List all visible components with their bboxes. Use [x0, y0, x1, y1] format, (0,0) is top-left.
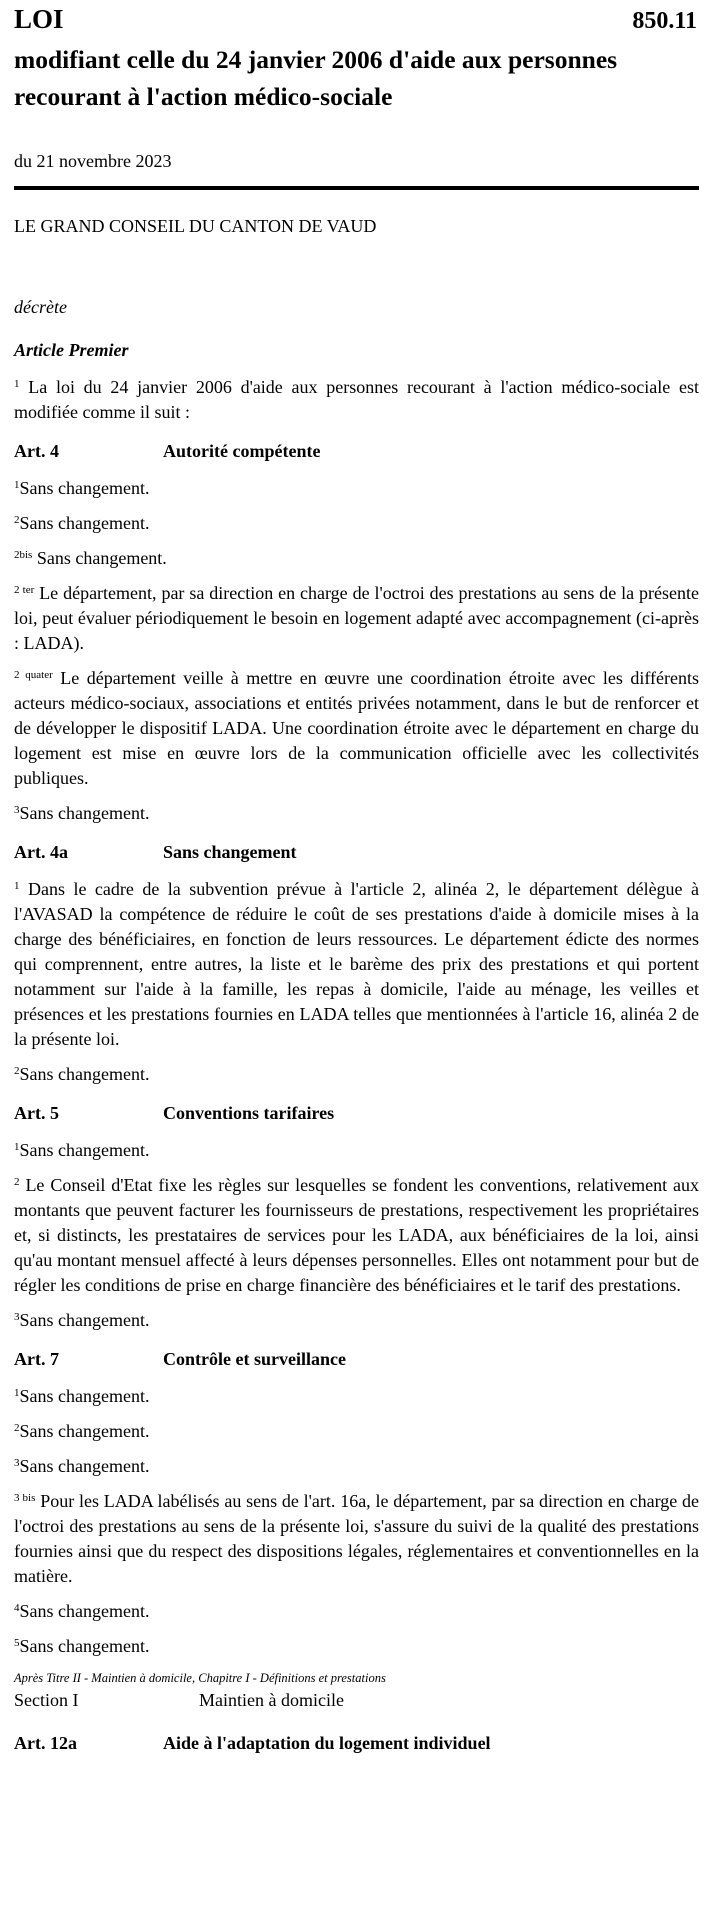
alinea-number: 1: [14, 880, 20, 892]
alinea-number: 3: [14, 1457, 20, 1469]
article-number: Art. 12a: [14, 1733, 77, 1753]
article-paragraph: [14, 1634, 699, 1659]
article-title: Sans changement: [163, 842, 297, 862]
article-paragraph: [14, 801, 699, 826]
alinea-number: 1: [14, 1141, 20, 1153]
alinea-text: Sans changement.: [19, 1064, 150, 1084]
document-header: [14, 0, 699, 35]
alinea-text: Sans changement.: [19, 1421, 150, 1441]
council-name: LE GRAND CONSEIL DU CANTON DE VAUD: [14, 216, 377, 236]
alinea-number: 5: [14, 1637, 20, 1649]
article-paragraph: [14, 1384, 699, 1409]
article-premier-text: [14, 375, 699, 425]
article-title: Conventions tarifaires: [163, 1103, 335, 1123]
header-divider: [14, 186, 699, 190]
alinea-text: Sans changement.: [19, 513, 150, 533]
alinea-number: 3: [14, 804, 20, 816]
article-paragraph: [14, 1489, 699, 1589]
alinea-number: 2 quater: [14, 669, 53, 681]
article-paragraph: [14, 1454, 699, 1479]
alinea-text: Dans le cadre de la subvention prévue à l'article 2, alinéa 2, le département délègue à l'AVASAD la compétence de réduire le coût de ses prestations d'aide à domicile mises à la charge des bénéficiaires, en fonction de leurs ressources. Le département édicte des normes qui comprennent, entre autres, la liste et le barème des prix des prestations et qui portent notamment sur l'aide à la famille, les repas à domicile, l'aide au ménage, les veilles et présences et les prestations fournies en LADA telles que mentionnées à l'article 16, alinéa 2 de la présente loi.: [14, 879, 700, 1049]
alinea-number: 3 bis: [14, 1492, 36, 1504]
section-title: Maintien à domicile: [199, 1690, 344, 1710]
alinea-number: 4: [14, 1602, 20, 1614]
alinea-text: Sans changement.: [19, 478, 150, 498]
article-heading: [14, 842, 699, 863]
document-title: modifiant celle du 24 janvier 2006 d'aide aux personnes recourant à l'action médico-sociale: [14, 45, 618, 111]
article-paragraph: [14, 877, 699, 1052]
article-paragraph: [14, 1599, 699, 1624]
article-paragraph: [14, 666, 699, 791]
section-heading: [14, 1690, 699, 1711]
alinea-number: 2bis: [14, 549, 33, 561]
article-number: Art. 4: [14, 441, 59, 461]
article-paragraph: [14, 1062, 699, 1087]
article-heading: [14, 1349, 699, 1370]
loi-number: 850.11: [632, 8, 697, 34]
alinea-text: Le Conseil d'Etat fixe les règles sur lesquelles se fondent les conventions, relativement aux montants que peuvent facturer les fournisseurs de prestations, respectivement les propriétaires et, si distincts, les prestataires de services pour les LADA, aux bénéficiaires de la loi, ainsi qu'au montant mensuel affecté à leurs dépenses personnelles. Elles ont notamment pour but de régler les conditions de prise en charge financière des bénéficiaires et le tarif des prestations.: [14, 1175, 700, 1295]
document-date: du 21 novembre 2023: [14, 151, 172, 171]
article-paragraph: [14, 546, 699, 571]
alinea-number: 2: [14, 1422, 20, 1434]
article-paragraph: [14, 1138, 699, 1163]
article-paragraph: [14, 511, 699, 536]
article-number: Art. 4a: [14, 842, 68, 862]
article-heading: [14, 1733, 699, 1754]
alinea-text: Le département, par sa direction en charge de l'octroi des prestations au sens de la présente loi, peut évaluer périodiquement le besoin en logement adapté avec accompagnement (ci-après : LADA).: [14, 583, 700, 653]
article-paragraph: [14, 476, 699, 501]
alinea-text: Sans changement.: [19, 1386, 150, 1406]
article-premier-heading: Article Premier: [14, 340, 129, 360]
article-paragraph: [14, 1173, 699, 1298]
alinea-text: Sans changement.: [19, 1601, 150, 1621]
alinea-number: 2 ter: [14, 584, 35, 596]
article-title: Aide à l'adaptation du logement individuel: [163, 1733, 491, 1753]
alinea-number: 1: [14, 479, 20, 491]
alinea-number: 3: [14, 1311, 20, 1323]
article-number: Art. 5: [14, 1103, 59, 1123]
alinea-number: 1: [14, 378, 20, 390]
alinea-text: Sans changement.: [19, 1636, 150, 1656]
alinea-text: Pour les LADA labélisés au sens de l'art. 16a, le département, par sa direction en charge de l'octroi des prestations au sens de la présente loi, s'assure du suivi de la qualité des prestations fournies ainsi que du respect des dispositions légales, réglementaires et conventionnelles en la matière.: [14, 1491, 700, 1586]
alinea-text: La loi du 24 janvier 2006 d'aide aux personnes recourant à l'action médico-sociale est modifiée comme il suit :: [14, 377, 699, 422]
article-title: Autorité compétente: [163, 441, 321, 461]
section-number: Section I: [14, 1690, 79, 1710]
alinea-number: 1: [14, 1387, 20, 1399]
decrete-label: décrète: [14, 297, 67, 317]
article-paragraph: [14, 1419, 699, 1444]
alinea-text: Sans changement.: [36, 548, 167, 568]
article-heading: [14, 441, 699, 462]
article-heading: [14, 1103, 699, 1124]
article-paragraph: [14, 1308, 699, 1333]
alinea-number: 2: [14, 514, 20, 526]
insertion-note: Après Titre II - Maintien à domicile, Chapitre I - Définitions et prestations: [14, 1671, 386, 1685]
alinea-number: 2: [14, 1176, 20, 1188]
article-title: Contrôle et surveillance: [163, 1349, 346, 1369]
alinea-text: Sans changement.: [19, 1310, 150, 1330]
article-paragraph: [14, 581, 699, 656]
alinea-text: Sans changement.: [19, 1140, 150, 1160]
alinea-number: 2: [14, 1065, 20, 1077]
loi-label: LOI: [14, 4, 64, 34]
alinea-text: Sans changement.: [19, 1456, 150, 1476]
article-number: Art. 7: [14, 1349, 59, 1369]
alinea-text: Sans changement.: [19, 803, 150, 823]
alinea-text: Le département veille à mettre en œuvre une coordination étroite avec les différents acteurs médico-sociaux, associations et entités privées notamment, dans le but de renforcer et de développer le dispositif LADA. Une coordination étroite avec le département en charge du logement est mise en œuvre lors de la communication officielle avec les collectivités publiques.: [14, 668, 700, 788]
